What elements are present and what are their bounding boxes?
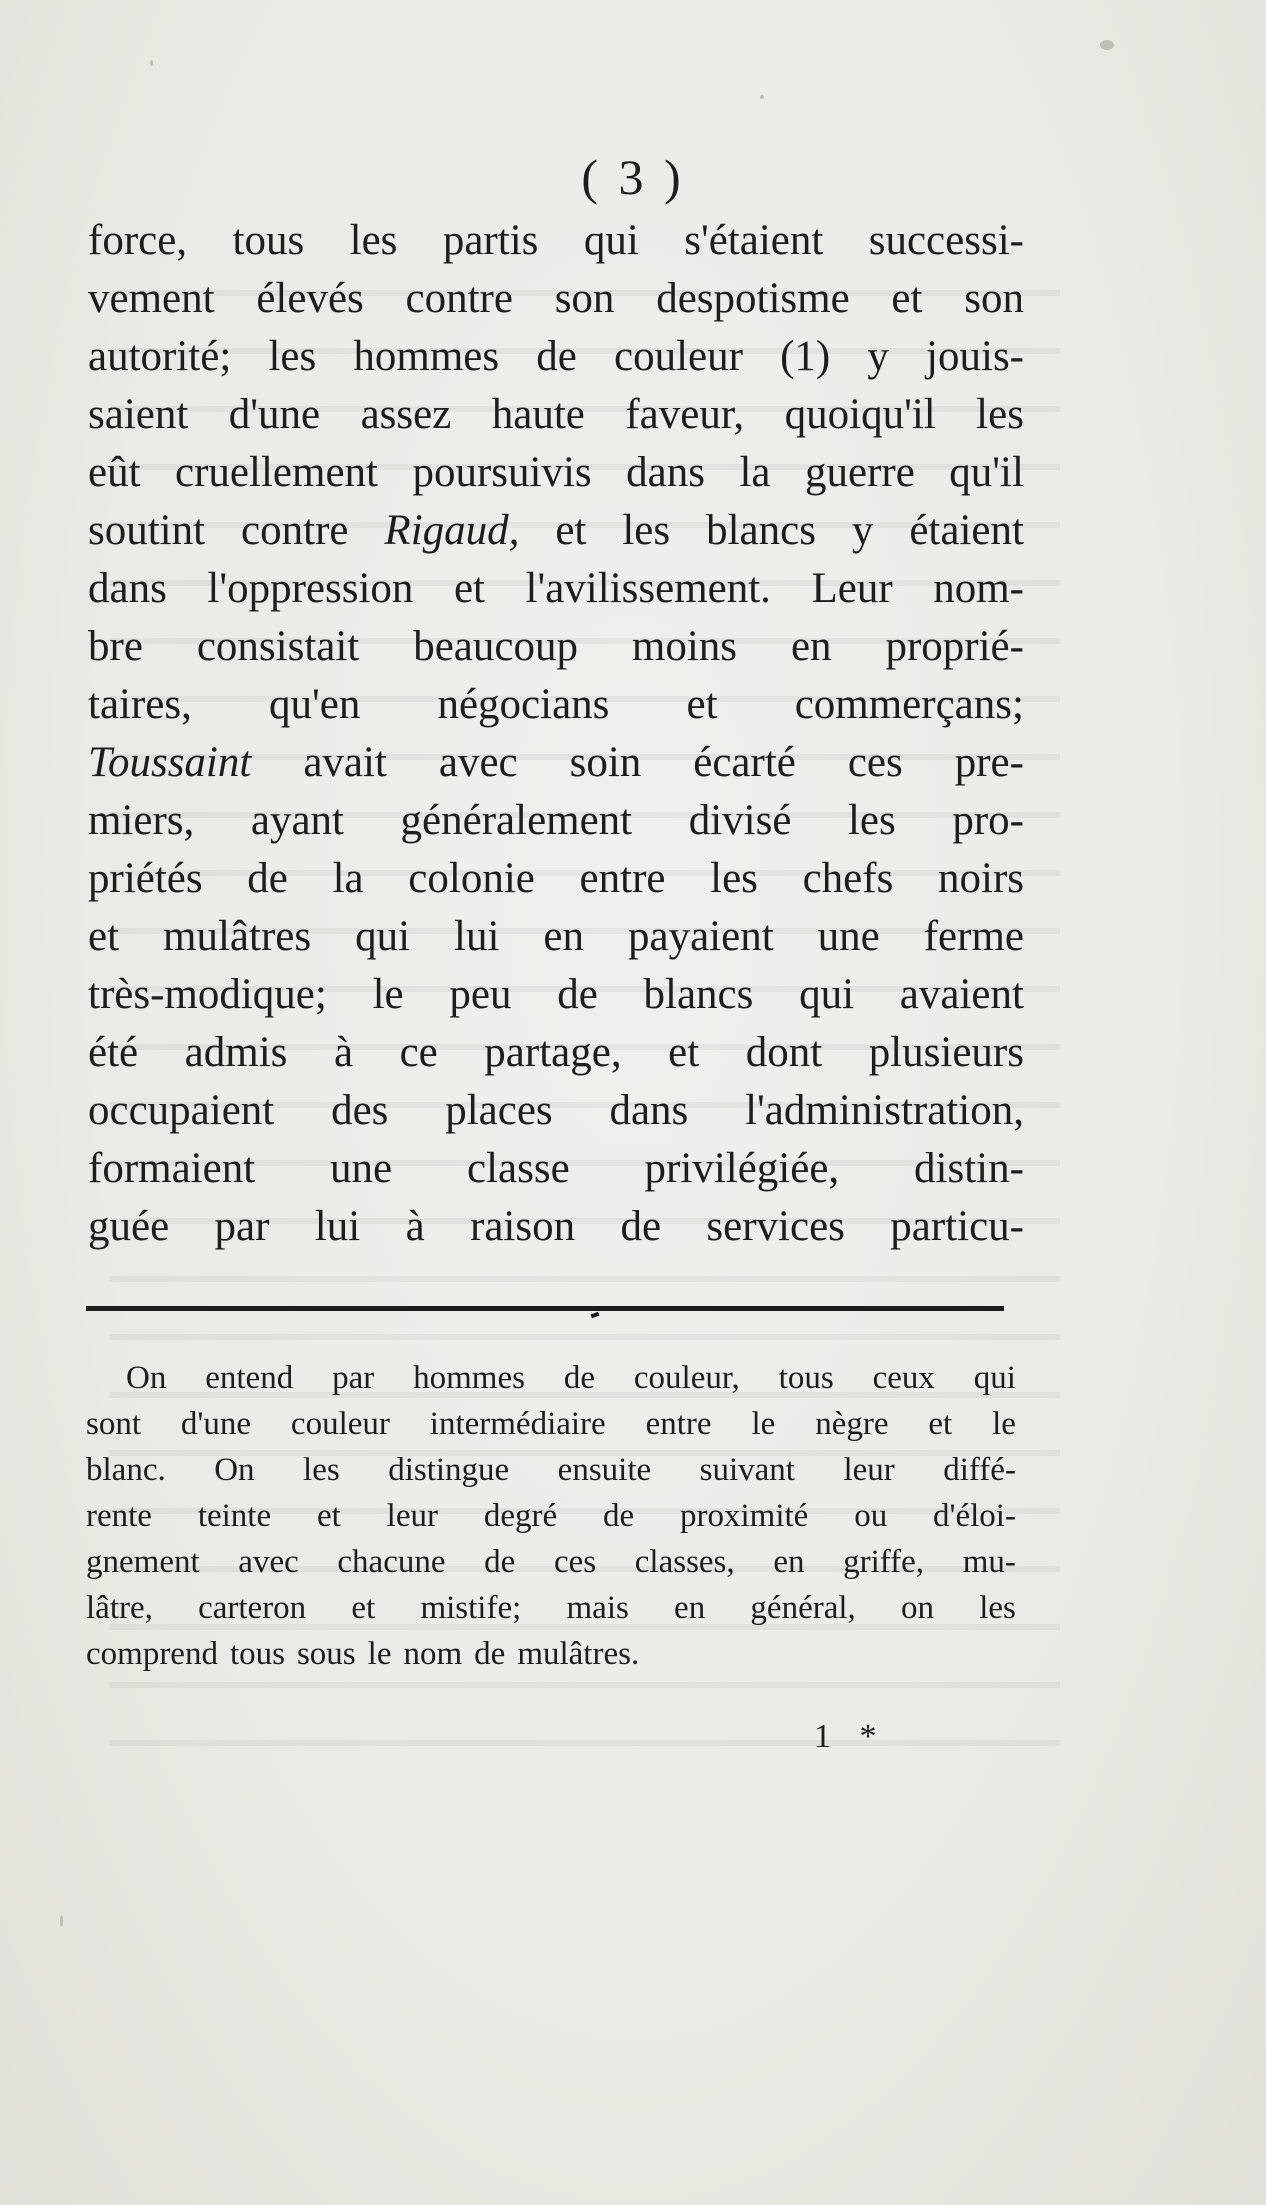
word: l'administration, <box>745 1087 1024 1134</box>
footnote-word: nègre <box>815 1406 889 1442</box>
footnote-word: de <box>563 1360 595 1396</box>
body-line <box>88 618 1024 676</box>
word: jouis- <box>926 333 1024 380</box>
footnote-word: ensuite <box>557 1452 652 1488</box>
word: Leur <box>811 565 893 612</box>
page-number: ( 3 ) <box>581 149 685 205</box>
footnote-word: On <box>126 1360 167 1396</box>
word: de <box>247 855 288 902</box>
word: poursuivis <box>412 449 592 496</box>
word: de <box>557 971 598 1018</box>
footnote-line <box>86 1493 1016 1539</box>
word: les <box>349 217 398 264</box>
footnote-word: rente <box>86 1498 152 1534</box>
word: payaient <box>628 913 774 960</box>
footnote-word: teinte <box>197 1498 272 1534</box>
footnote-word: d'éloi- <box>933 1498 1016 1534</box>
body-line <box>88 270 1024 328</box>
word: en <box>790 623 832 670</box>
word: chefs <box>802 855 894 902</box>
word: plusieurs <box>868 1029 1024 1076</box>
word: consistait <box>196 623 360 670</box>
word: beaucoup <box>413 623 578 670</box>
word: eût <box>88 449 141 496</box>
word: blancs <box>643 971 754 1018</box>
word: admis <box>184 1029 288 1076</box>
footnote-word: carteron <box>198 1590 307 1626</box>
footnote-word: entre <box>645 1406 712 1442</box>
word: raison <box>470 1203 576 1250</box>
word: services <box>706 1203 845 1250</box>
footnote-word: en <box>674 1590 706 1626</box>
word: haute <box>491 391 585 438</box>
word: Toussaint <box>88 739 252 786</box>
word: couleur <box>614 333 743 380</box>
footnote-word: On <box>214 1452 255 1488</box>
footnote-word: classes, <box>634 1544 735 1580</box>
body-line <box>88 966 1024 1024</box>
footnote-line <box>86 1539 1016 1585</box>
footnote-word: hommes <box>413 1360 525 1396</box>
word: avaient <box>899 971 1024 1018</box>
body-line <box>88 1082 1024 1140</box>
word: ces <box>847 739 903 786</box>
word: formaient <box>88 1145 256 1192</box>
word: les <box>847 797 896 844</box>
word: noirs <box>938 855 1024 902</box>
footnote-word: entend <box>205 1360 294 1396</box>
footnote-word: de <box>474 1636 506 1672</box>
footnote-word: d'une <box>180 1406 252 1442</box>
word: à <box>405 1203 425 1250</box>
word: assez <box>360 391 452 438</box>
word: force, <box>88 217 188 264</box>
word: et <box>686 681 718 728</box>
footnote-word: ou <box>854 1498 888 1534</box>
body-line <box>88 328 1024 386</box>
word: partis <box>442 217 539 264</box>
body-line <box>88 1140 1024 1198</box>
footnote-word: ces <box>553 1544 597 1580</box>
footnote-word: blanc. <box>86 1452 166 1488</box>
word: cruellement <box>175 449 378 496</box>
word: les <box>268 333 317 380</box>
word: partage, <box>484 1029 622 1076</box>
paper-speck <box>1100 40 1114 50</box>
body-line <box>88 386 1024 444</box>
body-line <box>88 212 1024 270</box>
word: avec <box>438 739 518 786</box>
footnote-word: de <box>603 1498 635 1534</box>
body-line <box>88 1198 1024 1256</box>
footnote-word: leur <box>843 1452 895 1488</box>
footnote-word: et <box>316 1498 341 1534</box>
word: les <box>622 507 671 554</box>
word: pro- <box>952 797 1024 844</box>
word: tous <box>232 217 305 264</box>
footnote-word: on <box>901 1590 934 1626</box>
word: ayant <box>250 797 344 844</box>
word: hommes <box>353 333 500 380</box>
word: (1) <box>780 333 831 380</box>
word: et <box>88 913 120 960</box>
footnote-word: intermédiaire <box>429 1406 606 1442</box>
body-line <box>88 734 1024 792</box>
footnote-word: qui <box>973 1360 1016 1396</box>
word: qu'en <box>269 681 361 728</box>
word: colonie <box>408 855 535 902</box>
footnote-line <box>86 1355 1016 1401</box>
footnote-line <box>86 1631 1016 1677</box>
footnote-word: gnement <box>86 1544 200 1580</box>
word: qu'il <box>949 449 1024 496</box>
footnote-word: mais <box>566 1590 629 1626</box>
footnote-word: nom <box>403 1636 463 1672</box>
word: privilégiée, <box>644 1145 840 1192</box>
word: despotisme <box>656 275 850 322</box>
footnote-line <box>86 1447 1016 1493</box>
word: classe <box>467 1145 570 1192</box>
footnote-word: proximité <box>680 1498 809 1534</box>
word: élevés <box>256 275 364 322</box>
word: lui <box>314 1203 361 1250</box>
word: priétés <box>88 855 203 902</box>
word: qui <box>355 913 411 960</box>
footnote-word: leur <box>386 1498 438 1534</box>
word: à <box>333 1029 354 1076</box>
word: dont <box>745 1029 823 1076</box>
word: qui <box>583 217 639 264</box>
word: dans <box>626 449 705 496</box>
word: contre <box>405 275 513 322</box>
word: lui <box>454 913 500 960</box>
word: s'étaient <box>684 217 824 264</box>
word: particu- <box>890 1203 1024 1250</box>
word: une <box>330 1145 393 1192</box>
paper-speck <box>60 1915 63 1927</box>
word: vement <box>88 275 215 322</box>
footnote-word: couleur <box>290 1406 390 1442</box>
body-line <box>88 908 1024 966</box>
word: faveur, <box>625 391 745 438</box>
word: les <box>976 391 1024 438</box>
word: étaient <box>909 507 1024 554</box>
footnote-line <box>86 1401 1016 1447</box>
body-line <box>88 502 1024 560</box>
footnote-word: degré <box>483 1498 558 1534</box>
word: contre <box>241 507 349 554</box>
word: pre- <box>954 739 1024 786</box>
word: la <box>332 855 364 902</box>
word: ce <box>399 1029 438 1076</box>
body-line <box>88 1024 1024 1082</box>
word: guerre <box>804 449 915 496</box>
paper-speck <box>150 60 153 66</box>
footnote-word: les <box>303 1452 340 1488</box>
footnote-word: sont <box>86 1406 142 1442</box>
footnote-separator-rule <box>86 1306 1004 1311</box>
word: proprié- <box>885 623 1024 670</box>
footnote-word: ceux <box>872 1360 935 1396</box>
word: l'avilissement. <box>525 565 771 612</box>
word: avait <box>303 739 387 786</box>
word: places <box>445 1087 553 1134</box>
word: de <box>620 1203 662 1250</box>
word: d'une <box>228 391 321 438</box>
footnote-word: lâtre, <box>86 1590 153 1626</box>
footnote-word: tous <box>229 1636 285 1672</box>
word: écarté <box>693 739 796 786</box>
footnote-word: couleur, <box>633 1360 740 1396</box>
word: les <box>710 855 758 902</box>
word: des <box>331 1087 389 1134</box>
signature-mark: 1 * <box>814 1718 887 1755</box>
footnote-word: comprend <box>86 1636 218 1672</box>
word: la <box>739 449 771 496</box>
footnote-word: sous <box>296 1636 356 1672</box>
word: dans <box>609 1087 689 1134</box>
footnote-block <box>86 1355 1016 1677</box>
word: son <box>554 275 615 322</box>
body-line <box>88 792 1024 850</box>
footnote-word: de <box>484 1544 516 1580</box>
word: et <box>453 565 485 612</box>
footnote-word: mistife; <box>420 1590 522 1626</box>
word: négocians <box>437 681 610 728</box>
word: généralement <box>400 797 633 844</box>
footnote-word: en <box>773 1544 805 1580</box>
word: par <box>214 1203 270 1250</box>
word: occupaient <box>88 1087 275 1134</box>
footnote-word: distingue <box>388 1452 510 1488</box>
word: et <box>555 507 587 554</box>
word: successi- <box>868 217 1024 264</box>
body-line <box>88 444 1024 502</box>
footnote-word: avec <box>238 1544 299 1580</box>
footnote-word: et <box>351 1590 376 1626</box>
word: et <box>891 275 923 322</box>
footnote-word: par <box>332 1360 375 1396</box>
word: divisé <box>688 797 792 844</box>
word: soutint <box>88 507 206 554</box>
word: y <box>867 333 889 380</box>
word: dans <box>88 565 167 612</box>
word: son <box>964 275 1024 322</box>
word: saient <box>88 391 189 438</box>
word: très-modique; <box>88 971 327 1018</box>
word: été <box>88 1029 139 1076</box>
body-line <box>88 676 1024 734</box>
word: qui <box>799 971 855 1018</box>
word: y <box>851 507 874 554</box>
word: en <box>543 913 585 960</box>
word: ferme <box>923 913 1024 960</box>
body-line <box>88 560 1024 618</box>
main-text-block <box>88 212 1024 1256</box>
word: quoiqu'il <box>784 391 936 438</box>
word: nom- <box>933 565 1024 612</box>
word: distin- <box>914 1145 1024 1192</box>
word: autorité; <box>88 333 232 380</box>
footnote-word: général, <box>750 1590 856 1626</box>
footnote-word: griffe, <box>843 1544 925 1580</box>
footnote-word: tous <box>778 1360 834 1396</box>
footnote-line <box>86 1585 1016 1631</box>
word: le <box>372 971 404 1018</box>
word: commerçans; <box>794 681 1024 728</box>
footnote-word: et <box>928 1406 953 1442</box>
footnote-word: mulâtres. <box>517 1636 640 1672</box>
footnote-word: les <box>979 1590 1016 1626</box>
word: de <box>536 333 577 380</box>
word: Rigaud, <box>384 507 520 554</box>
footnote-word: le <box>992 1406 1016 1442</box>
word: bre <box>88 623 143 670</box>
footnote-word: le <box>367 1636 392 1672</box>
word: mulâtres <box>163 913 312 960</box>
word: l'oppression <box>207 565 414 612</box>
paper-speck <box>760 95 764 99</box>
word: une <box>817 913 880 960</box>
footnote-word: suivant <box>699 1452 795 1488</box>
word: entre <box>579 855 666 902</box>
word: guée <box>88 1203 170 1250</box>
word: et <box>668 1029 700 1076</box>
word: blancs <box>706 507 816 554</box>
footnote-word: diffé- <box>943 1452 1016 1488</box>
word: soin <box>569 739 642 786</box>
footnote-word: chacune <box>337 1544 446 1580</box>
word: taires, <box>88 681 192 728</box>
footnote-word: le <box>751 1406 776 1442</box>
footnote-word: mu- <box>962 1544 1016 1580</box>
word: peu <box>449 971 512 1018</box>
body-line <box>88 850 1024 908</box>
word: moins <box>631 623 738 670</box>
word: miers, <box>88 797 195 844</box>
